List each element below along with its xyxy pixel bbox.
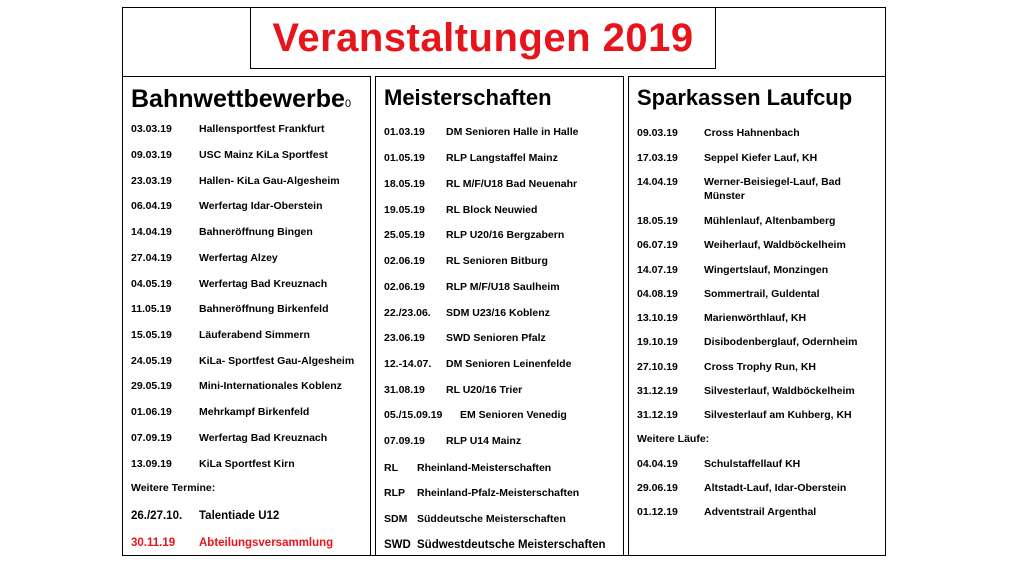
list-item: 11.05.19 Bahneröffnung Birkenfeld	[131, 303, 329, 315]
list-item: 18.05.19 RL M/F/U18 Bad Neuenahr	[384, 178, 578, 190]
list-item: 01.12.19 Adventstrail Argenthal	[637, 506, 817, 518]
abbreviation-row: SDM Süddeutsche Meisterschaften	[384, 513, 566, 525]
list-item: 23.03.19 Hallen- KiLa Gau-Algesheim	[131, 175, 340, 187]
list-item: 04.04.19 Schulstaffellauf KH	[637, 458, 801, 470]
list-item: 07.09.19 Werfertag Bad Kreuznach	[131, 432, 328, 444]
list-item: 01.06.19 Mehrkampf Birkenfeld	[131, 406, 310, 418]
list-item: 26./27.10. Talentiade U12	[131, 510, 280, 522]
list-item: 31.12.19 Silvesterlauf am Kuhberg, KH	[637, 409, 852, 421]
list-item: 25.05.19 RLP U20/16 Bergzabern	[384, 229, 565, 241]
list-item: 18.05.19 Mühlenlauf, Altenbamberg	[637, 215, 836, 227]
list-item: 03.03.19 Hallensportfest Frankfurt	[131, 123, 325, 135]
list-item: 01.05.19 RLP Langstaffel Mainz	[384, 152, 558, 164]
list-item: 23.06.19 SWD Senioren Pfalz	[384, 332, 546, 344]
list-item: 31.08.19 RL U20/16 Trier	[384, 384, 523, 396]
list-item: 22./23.06. SDM U23/16 Koblenz	[384, 307, 550, 319]
page-title: Veranstaltungen 2019	[272, 15, 694, 60]
abbreviation-row: RL Rheinland-Meisterschaften	[384, 462, 552, 474]
list-item: 04.05.19 Werfertag Bad Kreuznach	[131, 278, 328, 290]
bahnwettbewerbe-column	[122, 76, 371, 556]
list-item: 04.08.19 Sommertrail, Guldental	[637, 288, 820, 300]
list-item: 17.03.19 Seppel Kiefer Lauf, KH	[637, 152, 818, 164]
list-item: 05./15.09.19 EM Senioren Venedig	[384, 409, 567, 421]
list-item: 29.05.19 Mini-Internationales Koblenz	[131, 380, 342, 392]
list-item: 27.10.19 Cross Trophy Run, KH	[637, 361, 817, 373]
list-item: 12.-14.07. DM Senioren Leinenfelde	[384, 358, 572, 370]
abbreviation-row: RLP Rheinland-Pfalz-Meisterschaften	[384, 487, 580, 499]
list-item: 14.07.19 Wingertslauf, Monzingen	[637, 264, 829, 276]
list-item: 15.05.19 Läuferabend Simmern	[131, 329, 310, 341]
list-item: 07.09.19 RLP U14 Mainz	[384, 435, 522, 447]
laufcup-column	[628, 76, 886, 556]
meisterschaften-column	[375, 76, 624, 556]
list-item: 02.06.19 RLP M/F/U18 Saulheim	[384, 281, 560, 293]
list-item: 06.07.19 Weiherlauf, Waldböckelheim	[637, 239, 846, 251]
list-item: 13.09.19 KiLa Sportfest Kirn	[131, 458, 295, 470]
list-item: 31.12.19 Silvesterlauf, Waldböckelheim	[637, 385, 855, 397]
list-item: 09.03.19 USC Mainz KiLa Sportfest	[131, 149, 328, 161]
meisterschaften-heading: Meisterschaften	[384, 85, 552, 110]
list-item: 14.04.19 Werner-Beisiegel-Lauf, Bad Münster	[637, 176, 841, 202]
laufcup-heading: Sparkassen Laufcup	[637, 85, 853, 110]
list-item: 24.05.19 KiLa- Sportfest Gau-Algesheim	[131, 355, 355, 367]
list-item: 01.03.19 DM Senioren Halle in Halle	[384, 126, 579, 138]
list-item: 27.04.19 Werfertag Alzey	[131, 252, 278, 264]
bahnwettbewerbe-heading: Bahnwettbewerbe0	[131, 85, 352, 113]
list-item: 29.06.19 Altstadt-Lauf, Idar-Oberstein	[637, 482, 847, 494]
abbreviation-row: SWD Südwestdeutsche Meisterschaften	[384, 539, 606, 551]
list-item-highlight: 30.11.19 Abteilungsversammlung	[131, 537, 334, 549]
list-item: 09.03.19 Cross Hahnenbach	[637, 127, 800, 139]
more-dates-label: Weitere Termine:	[131, 482, 216, 494]
list-item: 19.05.19 RL Block Neuwied	[384, 204, 538, 216]
list-item: 14.04.19 Bahneröffnung Bingen	[131, 226, 313, 238]
list-item: 02.06.19 RL Senioren Bitburg	[384, 255, 548, 267]
list-item: 13.10.19 Marienwörthlauf, KH	[637, 312, 807, 324]
title-box	[250, 7, 716, 69]
more-races-label: Weitere Läufe:	[637, 433, 710, 445]
list-item: 06.04.19 Werfertag Idar-Oberstein	[131, 200, 323, 212]
list-item: 19.10.19 Disibodenberglauf, Odernheim	[637, 336, 858, 348]
